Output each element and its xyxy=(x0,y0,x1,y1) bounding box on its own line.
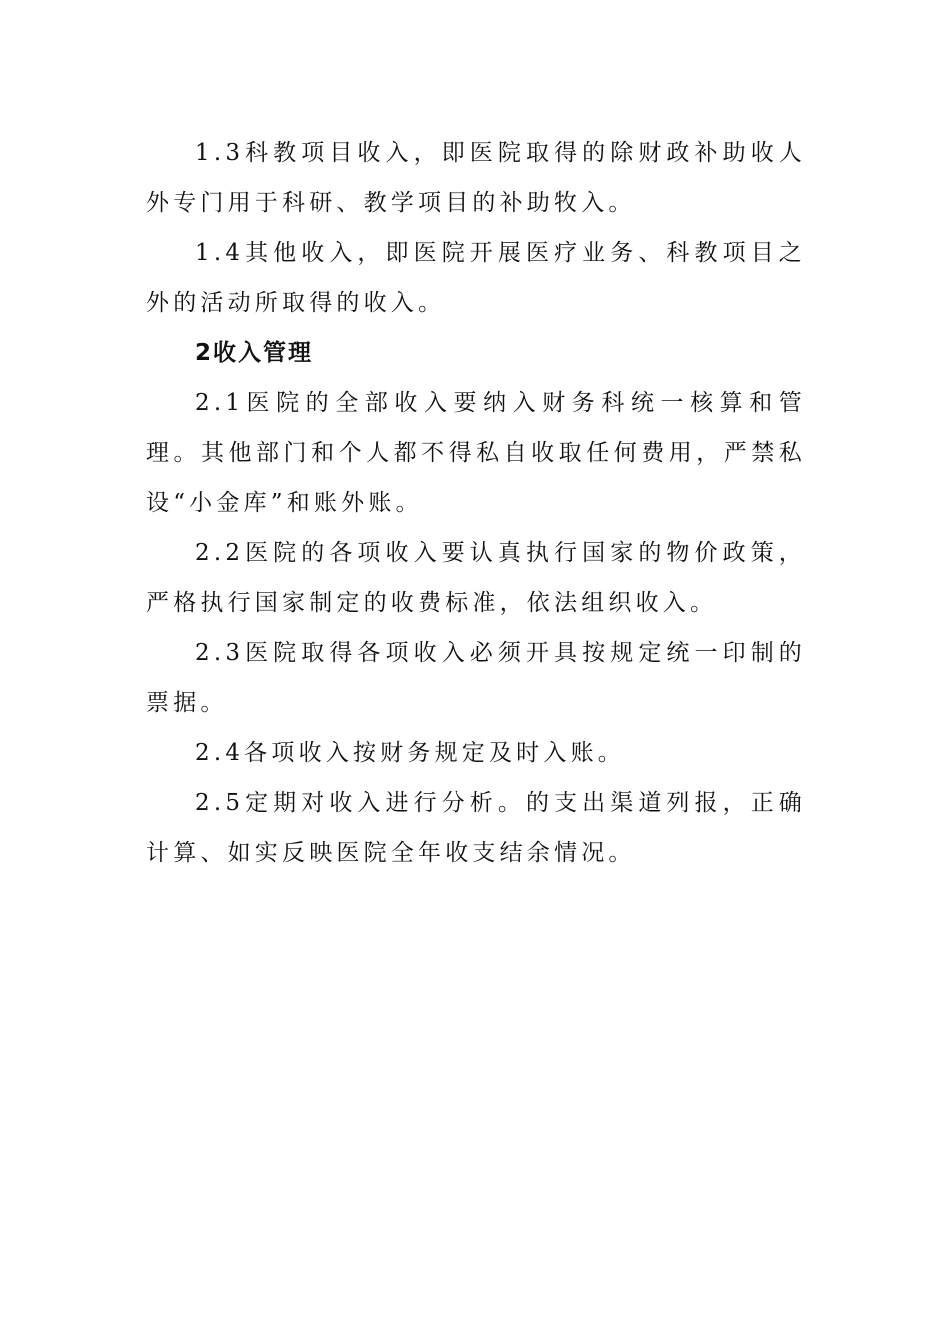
paragraph-1-4: 1.4其他收入，即医院开展医疗业务、科教项目之外的活动所取得的收入。 xyxy=(146,240,806,316)
paragraph-2-1: 2.1医院的全部收入要纳入财务科统一核算和管理。其他部门和个人都不得私自收取任何费用，严禁私设“小金库”和账外账。 xyxy=(146,390,806,516)
paragraph-2-2: 2.2医院的各项收入要认真执行国家的物价政策，严格执行国家制定的收费标准，依法组织收入。 xyxy=(146,540,806,616)
paragraph-1-3: 1.3科教项目收入，即医院取得的除财政补助收人外专门用于科研、教学项目的补助牧入。 xyxy=(146,140,806,216)
document-body xyxy=(146,128,806,878)
paragraph-2-4: 2.4各项收入按财务规定及时入账。 xyxy=(195,740,625,766)
paragraph-2-5: 2.5定期对收入进行分析。的支出渠道列报，正确计算、如实反映医院全年收支结余情况。 xyxy=(146,790,806,866)
paragraph-2-3: 2.3医院取得各项收入必须开具按规定统一印制的票据。 xyxy=(146,640,806,716)
section-heading-income-management: 2收入管理 xyxy=(195,340,314,366)
